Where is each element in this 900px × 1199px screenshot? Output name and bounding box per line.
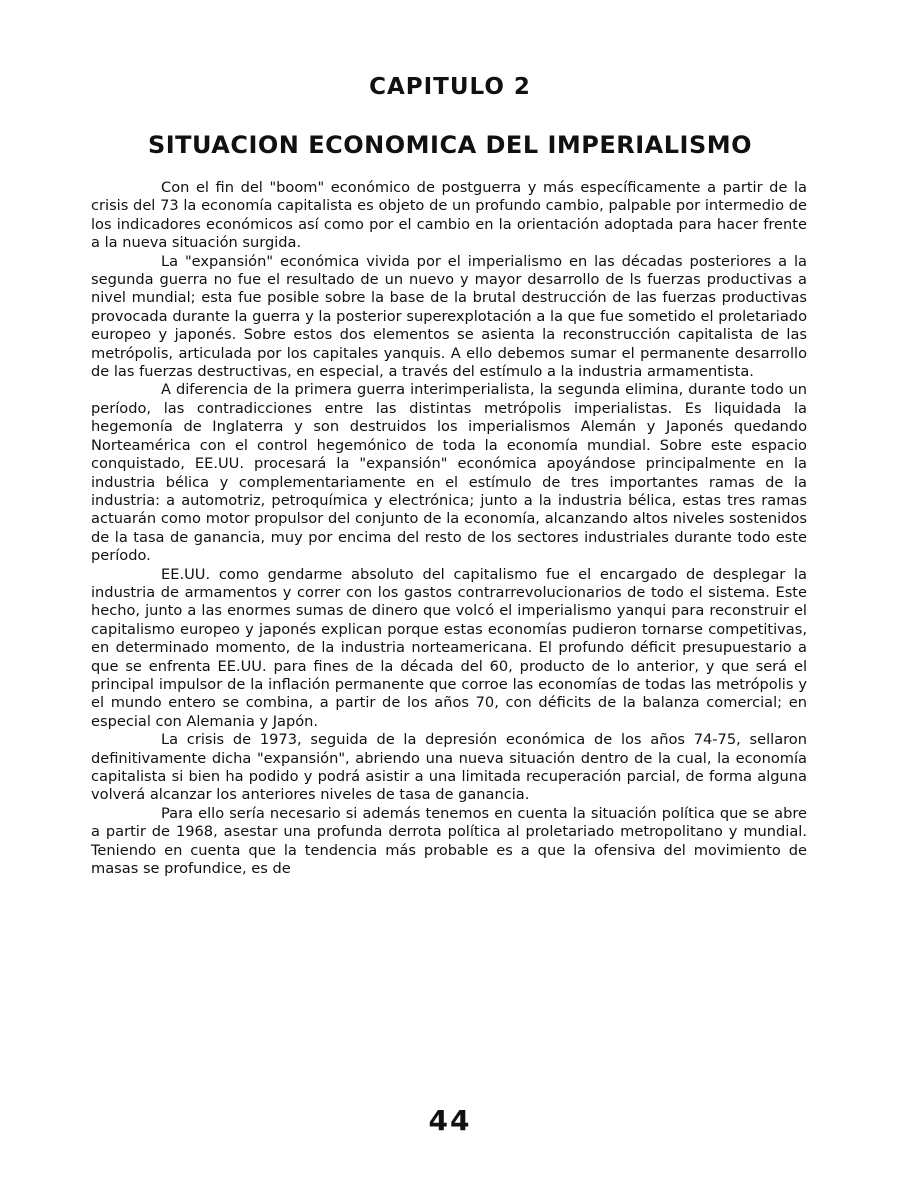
- page-number: 44: [428, 1104, 472, 1137]
- paragraph: Con el fin del "boom" económico de postguerra y más específicamente a partir de la crisis del 73 la economía capitalista es objeto de un profundo cambio, palpable por intermedio de los indicadores económicos así como por el cambio en la orientación adoptada para hacer frente a la nueva situación surgida.: [91, 179, 807, 252]
- body-text: [91, 179, 807, 878]
- paragraph: Para ello sería necesario si además tenemos en cuenta la situación política que se abre a partir de 1968, asestar una profunda derrota política al proletariado metropolitano y mundial. Teniendo en cuenta que la tendencia más probable es a que la ofensiva del movimiento de masas se profundice, es de: [91, 804, 807, 878]
- paragraph: La "expansión" económica vivida por el imperialismo en las décadas posteriores a la segunda guerra no fue el resultado de un nuevo y mayor desarrollo de ls fuerzas productivas a nivel mundial; esta fue posible sobre la base de la brutal destrucción de las fuerzas productivas provocada durante la guerra y la posterior superexplotación a la que fue sometido el proletariado europeo y japonés. Sobre estos dos elementos se asienta la reconstrucción capitalista de las metrópolis, articulada por los capitales yanquis. A ello debemos sumar el permanente desarrollo de las fuerzas destructivas, en especial, a través del estímulo a la industria armamentista.: [91, 252, 807, 381]
- paragraph: EE.UU. como gendarme absoluto del capitalismo fue el encargado de desplegar la industria de armamentos y correr con los gastos contrarrevolucionarios de todo el sistema. Este hecho, junto a las enormes sumas de dinero que volcó el imperialismo yanqui para reconstruir el capitalismo europeo y japonés explican porque estas economías pudieron tornarse competitivas, en determinado momento, de la industria norteamericana. El profundo déficit presupuestario a que se enfrenta EE.UU. para fines de la década del 60, producto de lo anterior, y que será el principal impulsor de la inflación permanente que corroe las economías de todas las metrópolis y el mundo entero se combina, a partir de los años 70, con déficits de la balanza comercial; en especial con Alemania y Japón.: [91, 565, 807, 730]
- paragraph: A diferencia de la primera guerra interimperialista, la segunda elimina, durante todo un período, las contradicciones entre las distintas metrópolis imperialistas. Es liquidada la hegemonía de Inglaterra y son destruidos los imperialismos Alemán y Japonés quedando Norteamérica con el control hegemónico de toda la economía mundial. Sobre este espacio conquistado, EE.UU. procesará la "expansión" económica apoyándose principalmente en la industria bélica y complementariamente en el estímulo de tres importantes ramas de la industria: a automotriz, petroquímica y electrónica; junto a la industria bélica, estas tres ramas actuarán como motor propulsor del conjunto de la economía, alcanzando altos niveles sostenidos de la tasa de ganancia, muy por encima del resto de los sectores industriales durante todo este período.: [91, 381, 807, 565]
- chapter-title: SITUACION ECONOMICA DEL IMPERIALISMO: [147, 131, 753, 159]
- chapter-heading: CAPITULO 2: [369, 74, 531, 100]
- paragraph: La crisis de 1973, seguida de la depresión económica de los años 74-75, sellaron definitivamente dicha "expansión", abriendo una nueva situación dentro de la cual, la economía capitalista si bien ha podido y podrá asistir a una limitada recuperación parcial, de forma alguna volverá alcanzar los anteriores niveles de tasa de ganancia.: [91, 731, 807, 804]
